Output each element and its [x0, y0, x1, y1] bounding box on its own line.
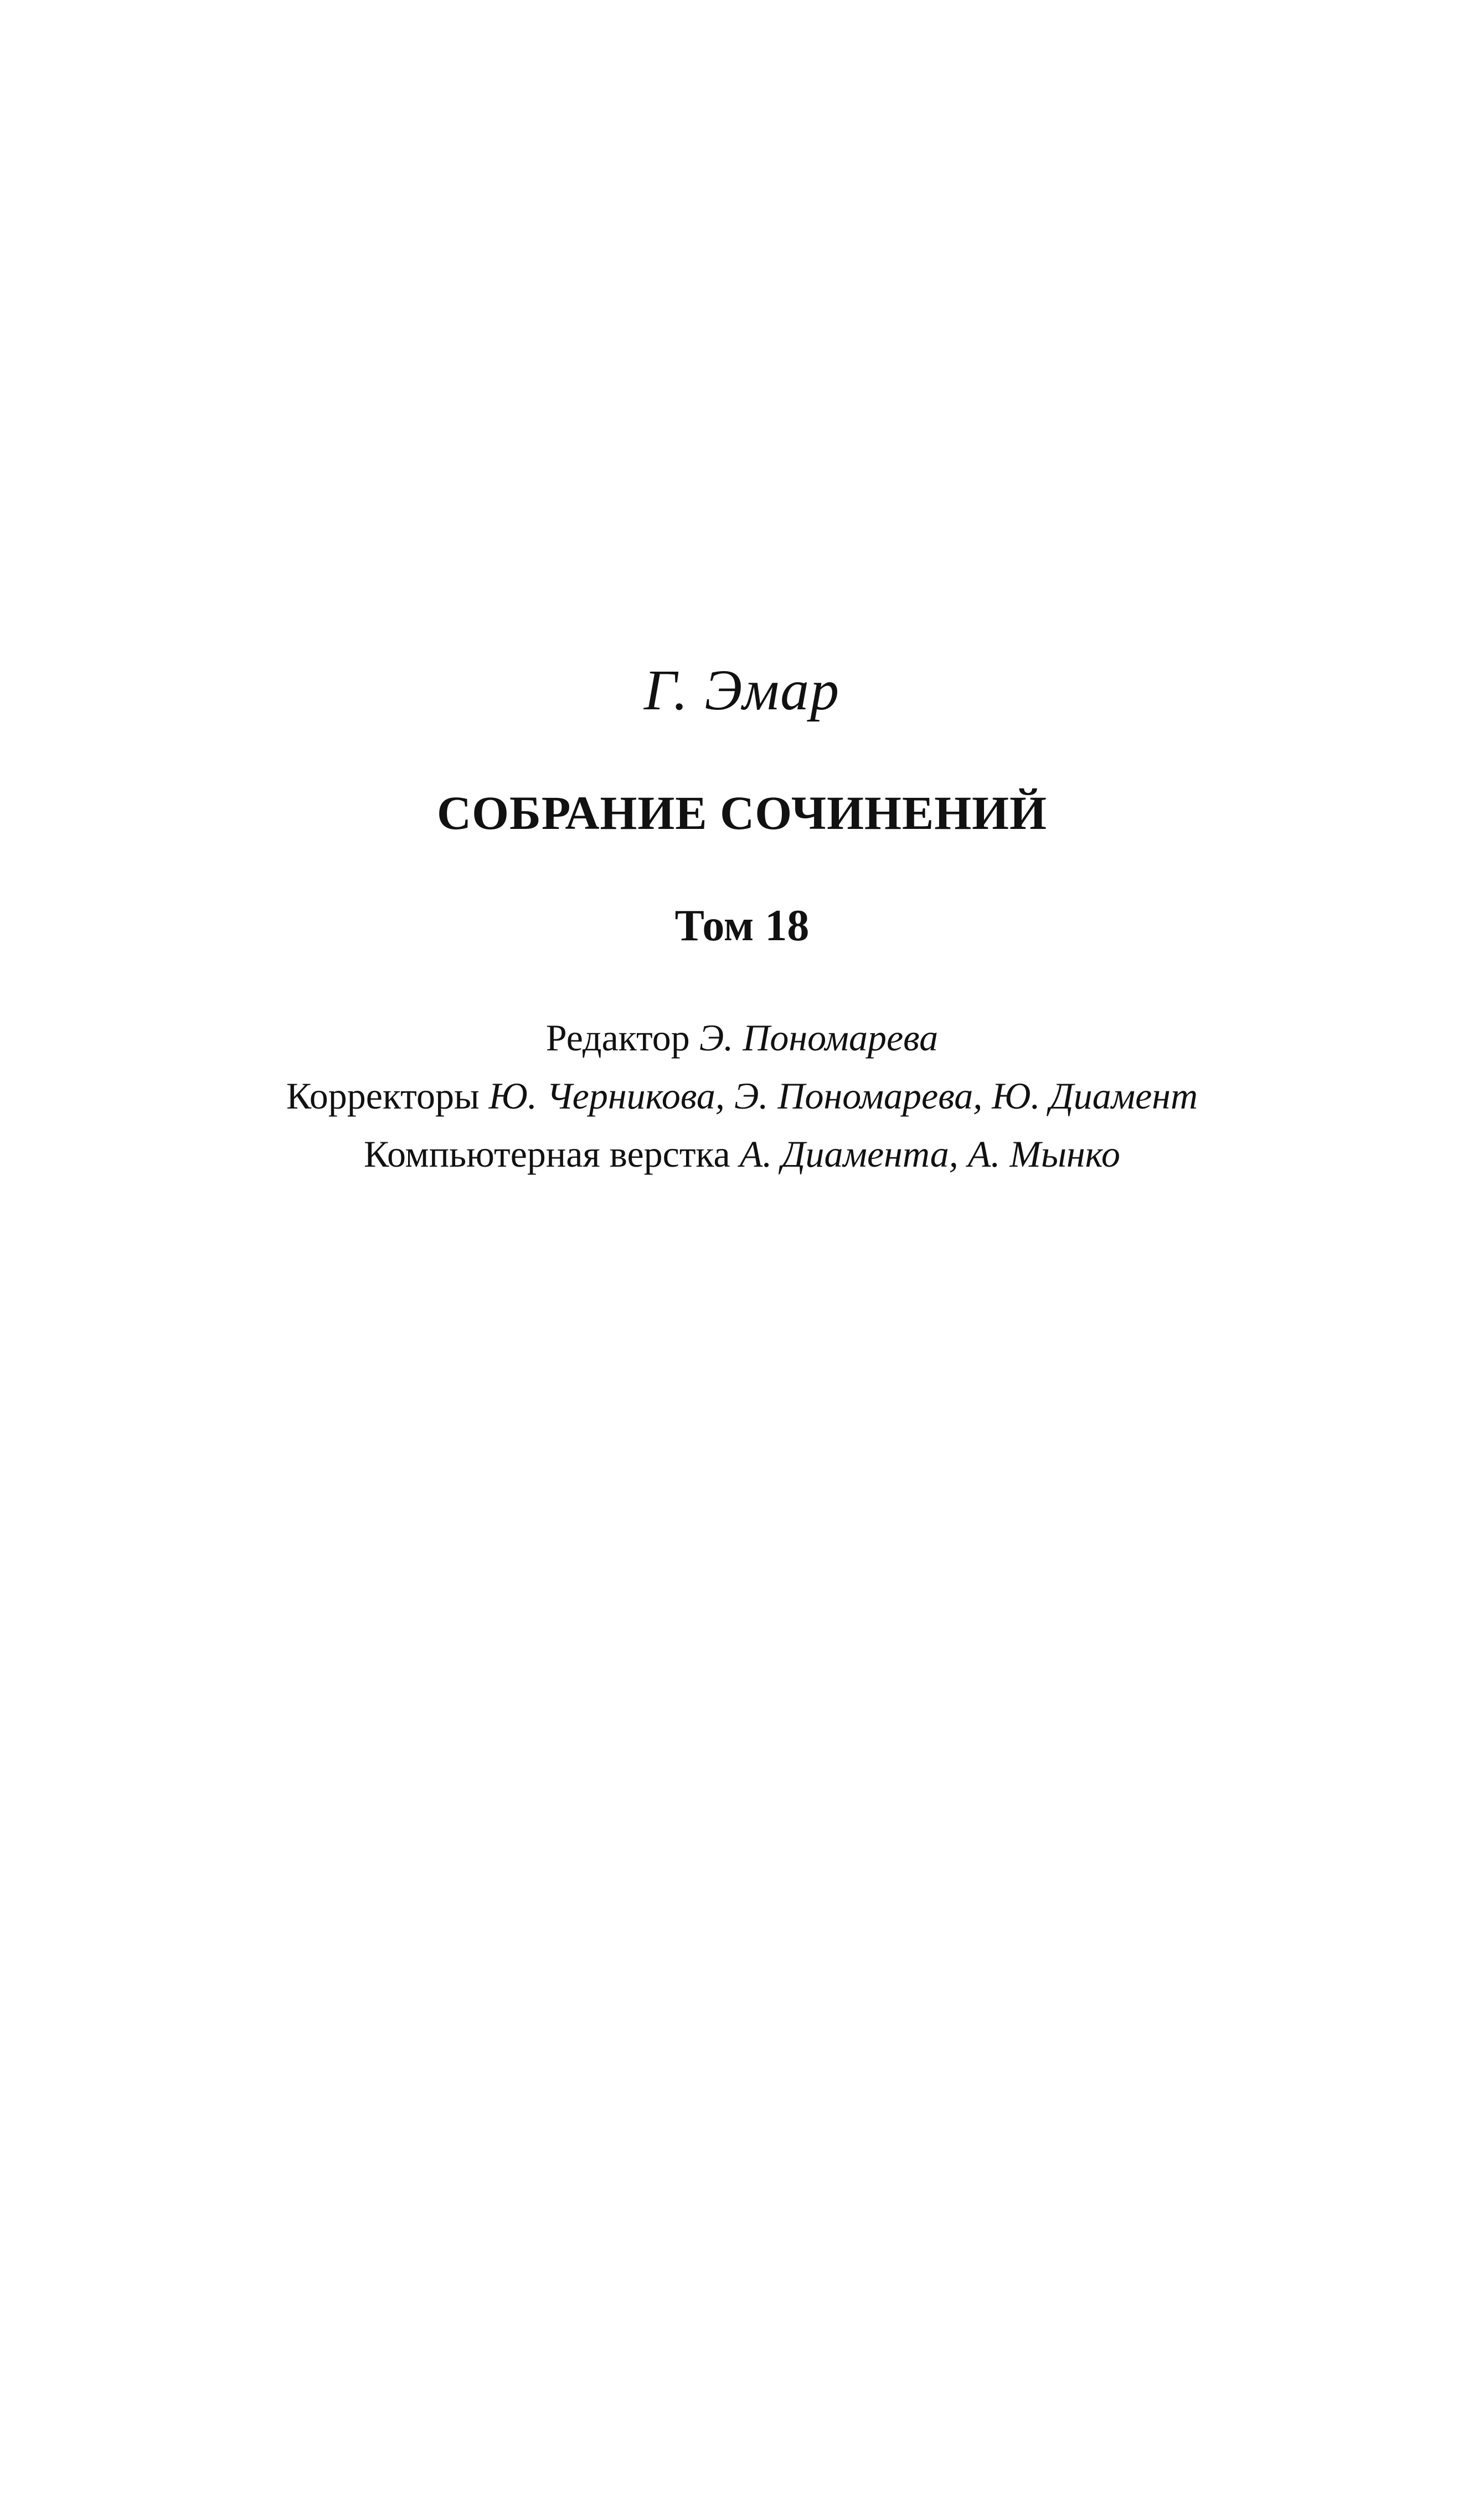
credit-line-editor	[0, 1017, 1484, 1059]
credit-role: Редактор	[545, 1017, 690, 1059]
series-title: СОБРАНИЕ СОЧИНЕНИЙ	[437, 786, 1047, 839]
credit-line-layout	[0, 1135, 1484, 1173]
credit-role: Корректоры	[286, 1075, 480, 1117]
volume-number: Том 18	[674, 901, 810, 950]
credit-names: Э. Пономарева	[699, 1017, 939, 1059]
author-name: Г. Эмар	[643, 658, 841, 722]
credit-names: А. Диамента, А. Мынко	[739, 1133, 1120, 1175]
credit-line-proofreaders	[0, 1077, 1484, 1115]
credit-names: Ю. Черникова, Э. Пономарева, Ю. Диамент	[488, 1075, 1198, 1117]
credit-role: Компьютерная верстка	[364, 1133, 730, 1175]
